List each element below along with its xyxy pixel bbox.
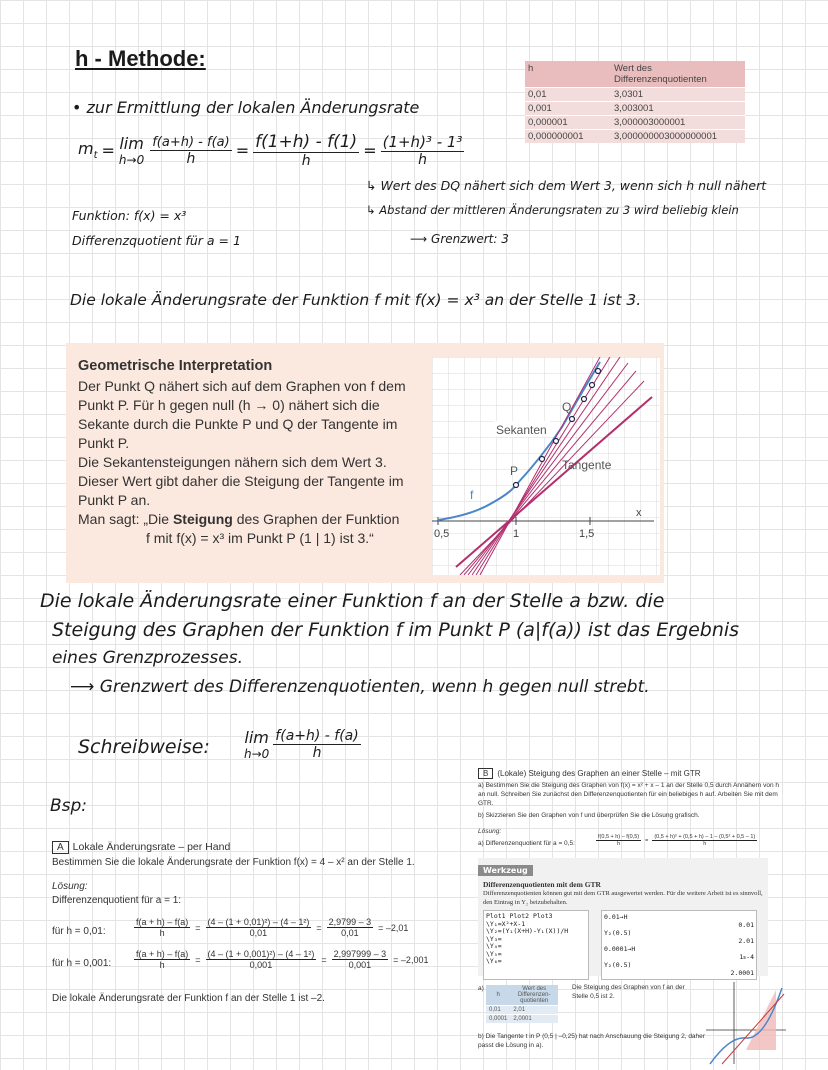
tick-label-0-5: 0,5 <box>434 528 450 540</box>
example-b-a-marker: a) <box>478 985 484 992</box>
definition-line-3: eines Grenzprozesses. <box>52 648 243 668</box>
example-a-solution-label: Lösung: <box>52 881 88 892</box>
tool-text: Differenzenquotienten können gut mit dem GTR ausgewertet werden. Für die weitere Arbeit ist es sinnvoll, den Eintrag in Y₂ beizubehalten. <box>483 890 763 906</box>
geo-paragraph-3: Man sagt: „Die Steigung des Graphen der Funktion <box>78 511 400 527</box>
example-b-solution-label: Lösung: <box>478 828 502 835</box>
secant-tangent-graph <box>432 357 660 575</box>
intro-text: • zur Ermittlung der lokalen Änderungsrate <box>72 98 420 117</box>
definition-line-4: ⟶ Grenzwert des Differenzenquotienten, wenn h gegen null strebt. <box>70 677 650 697</box>
page-title: h - Methode: <box>75 46 206 71</box>
tick-label-1-5: 1,5 <box>579 528 595 540</box>
table-header-value: Wert des Differenzenquotienten <box>611 61 745 88</box>
limit-formula <box>78 132 464 169</box>
equals-sign: = <box>101 141 115 160</box>
notation-label: Schreibweise: <box>78 736 210 758</box>
example-b-graph <box>706 980 788 1066</box>
definition-line-1: Die lokale Änderungsrate einer Funktion f an der Stelle a bzw. die <box>40 590 665 612</box>
example-a-tag: A <box>52 841 69 854</box>
label-p: P <box>510 464 519 478</box>
example-b-solution-b: b) Die Tangente t in P (0,5 | –0,25) hat nach Anschauung die Steigung 2, daher passt die Lösung in a). <box>478 1033 705 1049</box>
calc-screen-y-editor: Plot1 Plot2 Plot3 \Y₁=X²+X-1 \Y₂=(Y₁(X+H)-Y₁(X))/H \Y₃= \Y₄= \Y₅= \Y₆= <box>483 910 589 980</box>
dq-label: Differenzquotient für a = 1 <box>72 233 241 248</box>
example-a-task: Bestimmen Sie die lokale Änderungsrate der Funktion f(x) = 4 – x² an der Stelle 1. <box>52 857 415 868</box>
table-row: 0,000001 3,000003000001 <box>525 116 745 130</box>
example-b-dq-expression: $\frac{f(0,5 + h) - f(0,5)}{h}$ = $\frac{\text{(0,5 + h)² + (0,5 + h) – 1 – (0,5² + 0,5 – 1)}}{h}$ <box>598 834 756 847</box>
table-row: 0,001 3,003001 <box>525 102 745 116</box>
geometric-interpretation-text <box>78 357 428 548</box>
label-q: Q <box>562 400 572 414</box>
equals-sign: = <box>363 141 377 160</box>
note-distance-small: ↳ Abstand der mittleren Änderungsraten zu 3 wird beliebig klein <box>366 203 739 217</box>
definition-line-2: Steigung des Graphen der Funktion f im Punkt P (a|f(a)) ist das Ergebnis <box>52 619 740 641</box>
example-b-task-b: b) Skizzieren Sie den Graphen von f und überprüfen Sie die Lösung grafisch. <box>478 812 700 819</box>
tool-title: Differenzenquotienten mit dem GTR <box>483 880 601 889</box>
example-b-tag: B <box>478 768 493 779</box>
table-row: 0,000000001 3,000000003000000001 <box>525 130 745 144</box>
example-a-row2-label: für h = 0,001: <box>52 958 112 969</box>
example-label: Bsp: <box>50 796 88 816</box>
note-value-approaches: ↳ Wert des DQ nähert sich dem Wert 3, wenn sich h null nähert <box>366 178 767 193</box>
label-tangent: Tangente <box>562 458 612 472</box>
tick-label-1: 1 <box>513 528 520 540</box>
difference-quotient-table <box>525 61 745 143</box>
note-limit-value: ⟶ Grenzwert: 3 <box>410 232 509 246</box>
example-b-solution-a: a) Differenzenquotient für a = 0,5: <box>478 840 575 847</box>
example-a-title: A Lokale Änderungsrate – per Hand <box>52 841 230 854</box>
table-row: 0,0001 2,0001 <box>486 1015 558 1024</box>
notation-fraction: $\frac{f(a+h) - f(a)}{h}$ <box>275 728 359 761</box>
example-a-row1-label: für h = 0,01: <box>52 926 106 937</box>
example-b-small-table: h Wert des Differenzen-quotienten 0,01 2,01 0,0001 2,0001 <box>486 985 558 1023</box>
fraction-cubic: $\frac{\text{(1+h)³ - 1³}}{h}$ <box>382 133 463 168</box>
example-b-slope-statement: Die Steigung des Graphen von f an der Stelle 0,5 ist 2. <box>572 984 685 1000</box>
label-f: f <box>470 488 474 502</box>
table-header-h: h <box>525 61 611 88</box>
example-a-row2-calc: $\frac{f(a + h) - f(a)}{h}$ = $\frac{\text{(4 – (1 + 0,001)²) – (4 – 1²)}}{0,001}$ = $\frac{2,997999 - 3}{0,001}$ = –2,001 <box>136 949 429 970</box>
example-a-result: Die lokale Änderungsrate der Funktion f an der Stelle 1 ist –2. <box>52 993 325 1004</box>
conclusion-line: Die lokale Änderungsrate der Funktion f mit f(x) = x³ an der Stelle 1 ist 3. <box>70 291 642 309</box>
x-axis-label: x <box>636 507 642 519</box>
equals-sign: = <box>235 141 250 160</box>
table-row: 0,01 2,01 <box>486 1006 558 1015</box>
geo-heading: Geometrische Interpretation <box>78 358 273 374</box>
notation-lim: lim h→0 <box>244 728 270 761</box>
function-definition: Funktion: f(x) = x³ <box>72 208 187 223</box>
geo-paragraph-2: Die Sekantensteigungen nähern sich dem Wert 3. Dieser Wert gibt daher die Steigung der Tangente im Punkt P an. <box>78 454 404 508</box>
fraction-general: $\frac{f(a+h) - f(a)}{h}$ <box>152 134 230 167</box>
table-row: 0,01 3,0301 <box>525 88 745 102</box>
tool-tag: Werkzeug <box>478 865 533 876</box>
calc-screen-home: 0.01→H 0.01 Y₂(0.5) 2.01 0.0001→H 1ᴇ-4 Y₂(0.5) 2.0001 <box>601 910 757 980</box>
label-secants: Sekanten <box>496 423 547 437</box>
calculator-screens <box>478 908 768 982</box>
limit-operator: lim h→0 <box>118 134 145 167</box>
example-a-row1-calc: $\frac{f(a + h) - f(a)}{h}$ = $\frac{\text{(4 – (1 + 0,01)²) – (4 – 1²)}}{0,01}$ = $\frac{2,9799 - 3}{0,01}$ = –2,01 <box>136 917 409 938</box>
notation-formula <box>244 728 361 761</box>
graph-svg <box>432 357 660 575</box>
example-b-task-a: a) Bestimmen Sie die Steigung des Graphen von f(x) = x² + x – 1 an der Stelle 0,5 durch Annähern von h an null. Schreiben Sie zunächst den Differenzenquotienten für ein beliebiges h auf. Arbeiten Sie mit dem GTR. <box>478 782 779 807</box>
fraction-at-1: $\frac{f(1+h) - f(1)}{h}$ <box>255 132 358 169</box>
example-b-title: B (Lokale) Steigung des Graphen an einer Stelle – mit GTR <box>478 768 701 779</box>
geo-paragraph-1: Der Punkt Q nähert sich auf dem Graphen von f dem Punkt P. Für h gegen null (h → 0) nähert sich die Sekante durch die Punkte P und Q der Tangente im Punkt P. <box>78 378 406 451</box>
example-a-dq-label: Differenzenquotient für a = 1: <box>52 895 182 906</box>
formula-lhs: $m_t$ <box>78 139 98 162</box>
example-b-graph-svg <box>706 980 788 1066</box>
tool-box <box>478 858 768 976</box>
geo-paragraph-3b: f mit f(x) = x³ im Punkt P (1 | 1) ist 3.“ <box>146 530 374 546</box>
